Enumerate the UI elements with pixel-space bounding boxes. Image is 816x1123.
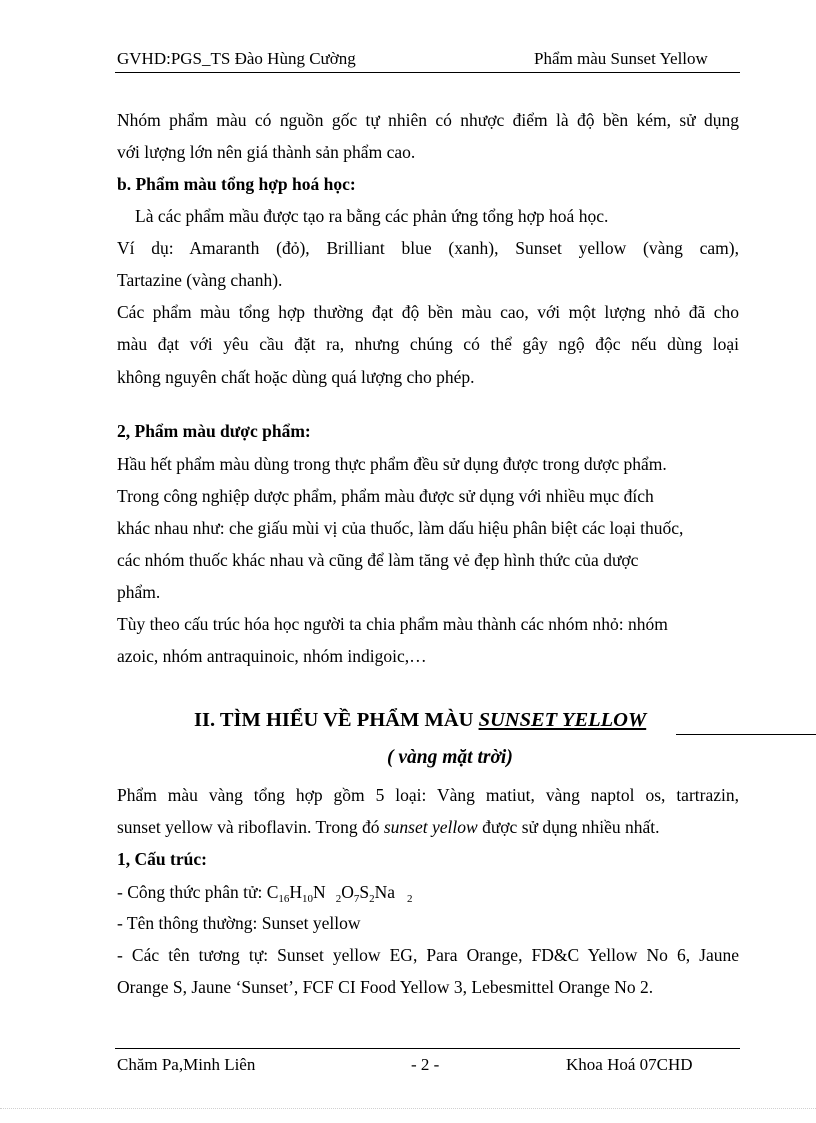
paragraph-line: Phẩm màu vàng tổng hợp gồm 5 loại: Vàng matiut, vàng naptol os, tartrazin, [117,785,739,805]
paragraph-line: màu đạt với yêu cầu đặt ra, nhưng chúng có thể gây ngộ độc nếu dùng loại [117,334,739,354]
page-bottom-dotted-edge [0,1108,816,1109]
paragraph-line: Tùy theo cấu trúc hóa học người ta chia phẩm màu thành các nhóm nhỏ: nhóm [117,614,668,634]
element-symbol: N [313,882,326,902]
subheading-pharmaceutical-colors: 2, Phẩm màu dược phẩm: [117,421,311,441]
subscript: 2 [369,893,375,905]
paragraph-line: với lượng lớn nên giá thành sản phẩm cao. [117,142,416,162]
paragraph-line: các nhóm thuốc khác nhau và cũng để làm tăng vẻ đẹp hình thức của dược [117,550,639,570]
paragraph-line [117,816,660,838]
paragraph-line: Các phẩm màu tổng hợp thường đạt độ bền màu cao, với một lượng nhỏ đã cho [117,302,739,322]
section-title [194,709,646,732]
formula-label: - Công thức phân tử: [117,882,267,902]
header-author: GVHD:PGS_TS Đào Hùng Cường [117,49,356,68]
footer-authors: Chăm Pa,Minh Liên [117,1055,256,1074]
element-symbol: S [359,882,370,902]
section-subtitle: ( vàng mặt trời) [387,747,513,768]
text-run-italic: sunset yellow [383,817,478,837]
page-number: - 2 - [411,1055,440,1074]
paragraph-line: Nhóm phẩm màu có nguồn gốc tự nhiên có nhược điểm là độ bền kém, sử dụng [117,110,739,130]
subscript: 16 [278,893,290,905]
paragraph-line: phẩm. [117,582,161,602]
subscript: 7 [353,893,360,905]
footer-department: Khoa Hoá 07CHD [566,1055,693,1074]
element-symbol: O [341,882,354,902]
paragraph-line: khác nhau như: che giấu mùi vị của thuốc, làm dấu hiệu phân biệt các loại thuốc, [117,518,684,538]
paragraph-line: Ví dụ: Amaranth (đỏ), Brilliant blue (xanh), Sunset yellow (vàng cam), [117,238,739,258]
subheading-synthetic-colors: b. Phẩm màu tổng hợp hoá học: [117,174,356,194]
subscript: 10 [302,893,314,905]
header-title: Phẩm màu Sunset Yellow [534,49,708,68]
section-title-emphasis: SUNSET YELLOW [478,709,647,731]
text-run: sunset yellow và riboflavin. Trong đó [117,817,384,837]
element-symbol: C [266,882,279,902]
section-title-prefix: II. TÌM HIỂU VỀ PHẨM MÀU [194,709,479,731]
footer-rule [115,1048,740,1049]
paragraph-line: Hầu hết phẩm màu dùng trong thực phẩm đều sử dụng được trong dược phẩm. [117,454,667,474]
paragraph-line: azoic, nhóm antraquinoic, nhóm indigoic,… [117,646,427,666]
paragraph-line: Là các phẩm mầu được tạo ra bằng các phản ứng tổng hợp hoá học. [135,206,609,226]
paragraph-line: Tartazine (vàng chanh). [117,270,283,290]
molecular-formula-line [117,881,412,910]
paragraph-line: không nguyên chất hoặc dùng quá lượng cho phép. [117,367,475,387]
paragraph-line: - Các tên tương tự: Sunset yellow EG, Para Orange, FD&C Yellow No 6, Jaune [117,945,739,965]
subheading-structure: 1, Cấu trúc: [117,849,207,869]
paragraph-line: Trong công nghiệp dược phẩm, phẩm màu được sử dụng với nhiều mục đích [117,486,654,506]
paragraph-line: Orange S, Jaune ‘Sunset’, FCF CI Food Yellow 3, Lebesmittel Orange No 2. [117,977,654,997]
subscript: 2 [335,893,342,905]
paragraph-line: - Tên thông thường: Sunset yellow [117,913,361,933]
element-symbol: H [289,882,303,902]
text-run: được sử dụng nhiều nhất. [477,817,660,837]
subscript: 2 [406,893,413,905]
header-rule [115,72,740,73]
element-symbol: Na [374,882,395,902]
title-underline-extension [676,734,816,735]
